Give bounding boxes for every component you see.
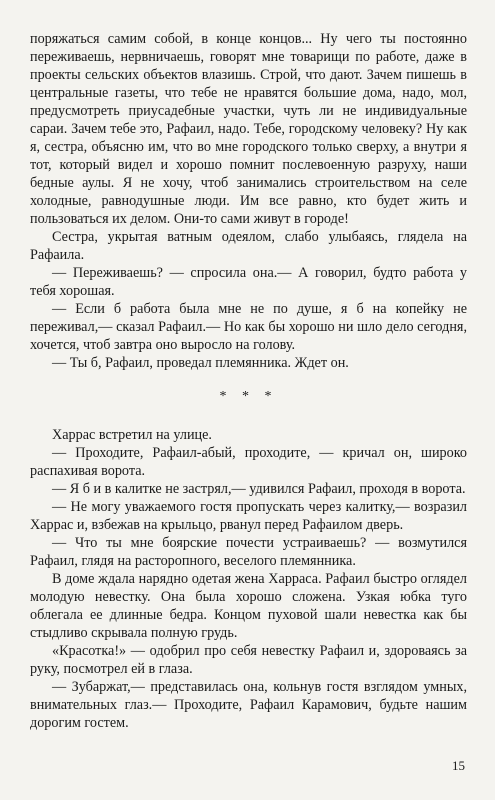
page-text [30, 30, 467, 732]
paragraph: — Зубаржат,— представилась она, кольнув гостя взглядом умных, внимательных глаз.— Проходите, Рафаил Карамович, будьте нашим дорогим гостем. [30, 679, 467, 731]
paragraph: — Если б работа была мне не по душе, я б на копейку не переживал,— сказал Рафаил.— Но как бы хорошо ни шло дело сегодня, хочется, чтоб завтра оно выросло на голову. [30, 301, 467, 353]
paragraph: поряжаться самим собой, в конце концов... Ну чего ты постоянно переживаешь, нервничаешь, говорят мне товарищи по работе, даже в проекты сельских объектов влазишь. Строй, что дают. Зачем пишешь в центральные газеты, что тебе не нравятся большие дома, надо, мол, предусмотреть приусадебные участки, чуть ли не индивидуальные сараи. Зачем тебе это, Рафаил, надо. Тебе, городскому человеку? Ну как я, сестра, объясню им, что во мне городского только сверху, а внутри я тот, который видел и хорошо помнит послевоенную разруху, наши бедные аулы. Я не хочу, чтоб занимались строительством на селе холодные, равнодушные люди. Им все равно, кто будет жить и пользоваться их делом. Они-то сами живут в городе! [30, 31, 467, 227]
paragraph: В доме ждала нарядно одетая жена Харраса. Рафаил быстро оглядел молодую невестку. Она была хорошо сложена. Узкая юбка туго облегала ее длинные бедра. Концом пуховой шали невестка как бы стыдливо скрывала полную грудь. [30, 571, 467, 641]
paragraph: — Я б и в калитке не застрял,— удивился Рафаил, проходя в ворота. [52, 481, 466, 497]
page-number: 15 [452, 758, 465, 773]
section-divider: * * * [219, 389, 278, 404]
paragraph: — Что ты мне боярские почести устраиваешь? — возмутился Рафаил, глядя на расторопного, веселого племянника. [30, 535, 467, 569]
paragraph: — Переживаешь? — спросила она.— А говорил, будто работа у тебя хорошая. [30, 265, 467, 299]
paragraph: Харрас встретил на улице. [52, 427, 212, 443]
paragraph: «Красотка!» — одобрил про себя невестку Рафаил и, здороваясь за руку, посмотрел ей в глаза. [30, 643, 467, 677]
paragraph: — Проходите, Рафаил-абый, проходите, — кричал он, широко распахивая ворота. [30, 445, 467, 479]
paragraph: — Не могу уважаемого гостя пропускать через калитку,— возразил Харрас и, взбежав на крыльцо, рванул перед Рафаилом дверь. [30, 499, 467, 533]
paragraph: Сестра, укрытая ватным одеялом, слабо улыбаясь, глядела на Рафаила. [30, 229, 467, 263]
paragraph: — Ты б, Рафаил, проведал племянника. Ждет он. [52, 355, 349, 371]
